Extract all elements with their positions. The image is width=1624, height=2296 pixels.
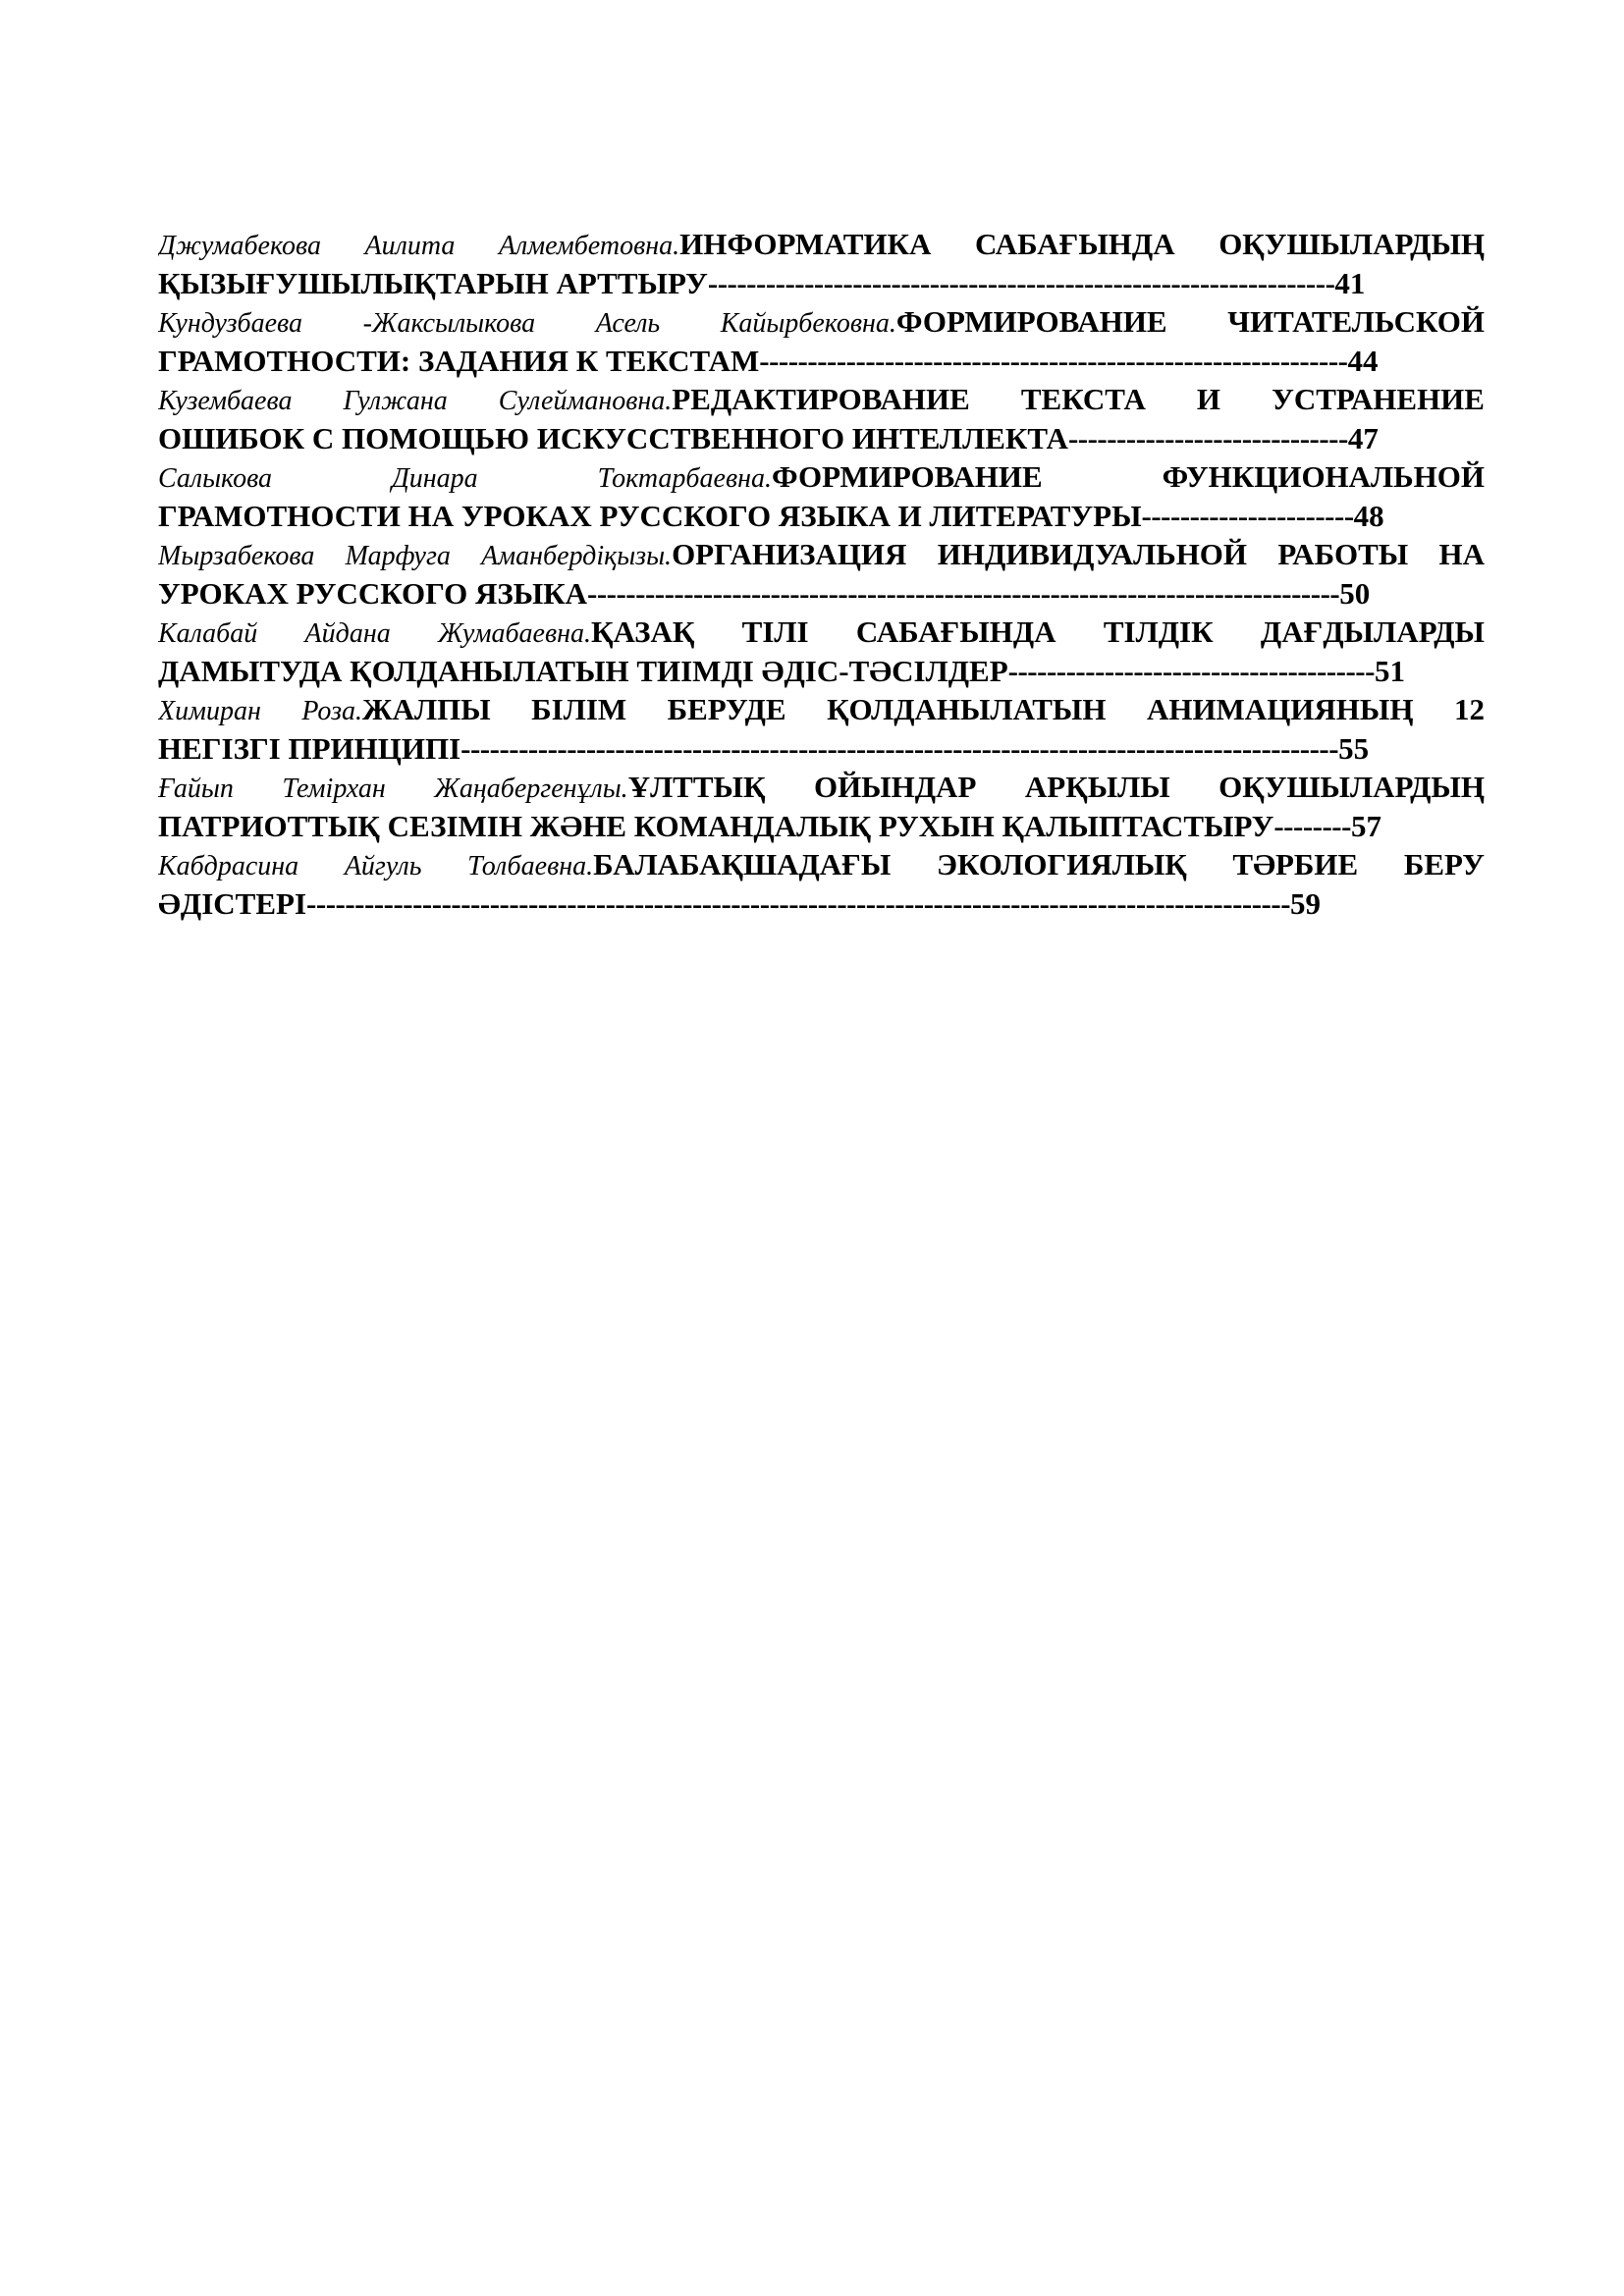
dot-leader: ------------------------------------------------------------------------------------------------------	[306, 886, 1291, 921]
article-title-word: ҚОЛДАНЫЛАТЫН	[827, 692, 1107, 726]
article-title-continuation: ГРАМОТНОСТИ НА УРОКАХ РУССКОГО ЯЗЫКА И ЛИТЕРАТУРЫ	[158, 499, 1142, 533]
article-title-word: САБАҒЫНДА	[855, 614, 1056, 649]
author-name-word: Жумабаевна.	[438, 618, 591, 649]
author-name-word: Калабай	[158, 618, 258, 649]
article-title-word: УСТРАНЕНИЕ	[1272, 382, 1485, 416]
article-title-word: ФОРМИРОВАНИЕ	[895, 304, 1167, 339]
toc-entry-second-line	[158, 729, 1485, 768]
article-title-word: ҰЛТТЫҚ	[627, 770, 766, 804]
toc-entry-first-line	[158, 302, 1485, 342]
author-name-word: Аилита	[364, 231, 456, 261]
table-of-contents	[158, 225, 1485, 923]
toc-entry-first-line	[158, 690, 1485, 729]
article-title-word: ТЕКСТА	[1020, 382, 1146, 416]
author-name-word: Динара	[391, 463, 478, 494]
article-title-word: ФОРМИРОВАНИЕ	[771, 459, 1043, 494]
toc-entry-first-line	[158, 225, 1485, 264]
article-title-word: ЖАЛПЫ	[362, 692, 491, 726]
dot-leader: -----------------------------------------------------------------	[707, 266, 1335, 300]
article-title-word: И	[1196, 382, 1221, 416]
dot-leader: -------------------------------------------------------------	[759, 344, 1348, 378]
author-name-word: Темірхан	[282, 774, 386, 804]
author-name-word: Толбаевна.	[467, 851, 594, 881]
toc-entry	[158, 302, 1485, 380]
dot-leader: --------	[1273, 809, 1351, 843]
author-name-word: Айгуль	[344, 851, 422, 881]
article-title-word: АРҚЫЛЫ	[1024, 770, 1170, 804]
toc-entry-first-line	[158, 380, 1485, 419]
toc-entry-first-line	[158, 845, 1485, 884]
article-title-word: ҚАЗАҚ	[591, 614, 695, 649]
article-title-word: ЧИТАТЕЛЬСКОЙ	[1227, 304, 1485, 339]
author-name-word: Кузембаева	[158, 386, 293, 416]
dot-leader: -----------------------------	[1067, 421, 1348, 455]
toc-entry	[158, 613, 1485, 690]
article-title-word: ТӘРБИЕ	[1232, 847, 1359, 881]
page-number: 51	[1374, 654, 1405, 688]
toc-entry-second-line	[158, 884, 1485, 923]
toc-entry	[158, 457, 1485, 535]
dot-leader: ------------------------------------------------------------------------------	[587, 576, 1340, 611]
page-number: 44	[1347, 344, 1379, 378]
article-title-continuation: УРОКАХ РУССКОГО ЯЗЫКА	[158, 576, 587, 611]
toc-entry	[158, 225, 1485, 302]
article-title-continuation: ОШИБОК С ПОМОЩЬЮ ИСКУССТВЕННОГО ИНТЕЛЛЕКТА	[158, 421, 1068, 455]
toc-entry-first-line	[158, 613, 1485, 652]
author-title-join	[467, 845, 891, 884]
toc-entry	[158, 845, 1485, 923]
article-title-continuation: ҚЫЗЫҒУШЫЛЫҚТАРЫН АРТТЫРУ	[158, 266, 708, 300]
article-title-word: ОҚУШЫЛАРДЫҢ	[1218, 227, 1485, 261]
page-number: 50	[1339, 576, 1371, 611]
page-number: 59	[1290, 886, 1322, 921]
dot-leader: --------------------------------------	[1007, 654, 1375, 688]
author-name-word: Марфуга	[345, 541, 451, 571]
article-title-word: ТІЛДІК	[1103, 614, 1214, 649]
author-name-word: Салыкова	[158, 463, 273, 494]
author-name-word: Жаңабергенұлы.	[434, 774, 628, 804]
toc-entry-first-line	[158, 457, 1485, 497]
author-name-word: Ғайып	[158, 774, 234, 804]
author-name-word: Роза.	[301, 696, 362, 726]
article-title-word: ИНДИВИДУАЛЬНОЙ	[937, 537, 1248, 571]
article-title-word: АНИМАЦИЯНЫҢ	[1146, 692, 1414, 726]
author-name-word: Кайырбековна.	[720, 308, 896, 339]
article-title-word: РЕДАКТИРОВАНИЕ	[672, 382, 970, 416]
article-title-continuation: НЕГІЗГІ ПРИНЦИПІ	[158, 731, 461, 766]
article-title-word: ТІЛІ	[741, 614, 809, 649]
author-name-word: Мырзабекова	[158, 541, 315, 571]
author-name-word: Гулжана	[343, 386, 448, 416]
author-name-word: Алмембетовна.	[498, 231, 680, 261]
author-title-join	[301, 690, 490, 729]
toc-entry	[158, 690, 1485, 768]
article-title-word: ИНФОРМАТИКА	[679, 227, 932, 261]
author-name-word: Химиран	[158, 696, 261, 726]
page-number: 57	[1350, 809, 1381, 843]
author-title-join	[434, 768, 765, 807]
page-number: 48	[1353, 499, 1384, 533]
author-name-word: Аманбердіқызы.	[481, 541, 673, 571]
article-title-word: ОҚУШЫЛАРДЫҢ	[1218, 770, 1485, 804]
dot-leader: -------------------------------------------------------------------------------------------	[460, 731, 1339, 766]
article-title-word: БЕРУ	[1403, 847, 1485, 881]
article-title-continuation: ДАМЫТУДА ҚОЛДАНЫЛАТЫН ТИІМДІ ӘДІС-ТӘСІЛДЕР	[158, 654, 1008, 688]
article-title-word: 12	[1453, 692, 1485, 726]
article-title-word: ОЙЫНДАР	[813, 770, 977, 804]
author-name-word: Айдана	[304, 618, 391, 649]
author-title-join	[598, 457, 1043, 497]
article-title-continuation: ӘДІСТЕРІ	[158, 886, 307, 921]
author-title-join	[481, 535, 906, 574]
article-title-word: ОРГАНИЗАЦИЯ	[672, 537, 907, 571]
toc-entry-second-line	[158, 574, 1485, 613]
toc-entry-second-line	[158, 807, 1485, 845]
toc-entry-second-line	[158, 419, 1485, 457]
author-name-word: -Жаксылыкова	[362, 308, 536, 339]
author-name-word: Джумабекова	[158, 231, 321, 261]
page-number: 41	[1334, 266, 1366, 300]
author-name-word: Токтарбаевна.	[597, 463, 772, 494]
toc-entry-second-line	[158, 264, 1485, 302]
page-number: 55	[1338, 731, 1370, 766]
author-title-join	[721, 302, 1167, 342]
article-title-word: САБАҒЫНДА	[974, 227, 1175, 261]
author-title-join	[499, 225, 931, 264]
author-title-join	[438, 613, 694, 652]
author-name-word: Сулейманoвна.	[498, 386, 673, 416]
author-name-word: Кабдрасина	[158, 851, 299, 881]
toc-entry-second-line	[158, 652, 1485, 690]
toc-entry	[158, 768, 1485, 845]
author-title-join	[499, 380, 970, 419]
article-title-word: БАЛАБАҚШАДАҒЫ	[593, 847, 892, 881]
toc-entry	[158, 535, 1485, 613]
article-title-word: БІЛІМ	[531, 692, 627, 726]
toc-entry	[158, 380, 1485, 457]
toc-entry-second-line	[158, 342, 1485, 380]
author-name-word: Кундузбаева	[158, 308, 302, 339]
article-title-word: ДАҒДЫЛАРДЫ	[1260, 614, 1485, 649]
dot-leader: ----------------------	[1141, 499, 1354, 533]
article-title-word: НА	[1438, 537, 1485, 571]
toc-entry-second-line	[158, 497, 1485, 535]
page-number: 47	[1347, 421, 1379, 455]
toc-entry-first-line	[158, 535, 1485, 574]
article-title-continuation: ГРАМОТНОСТИ: ЗАДАНИЯ К ТЕКСТАМ	[158, 344, 760, 378]
toc-entry-first-line	[158, 768, 1485, 807]
article-title-word: ФУНКЦИОНАЛЬНОЙ	[1162, 459, 1485, 494]
author-name-word: Асель	[595, 308, 661, 339]
article-title-continuation: ПАТРИОТТЫҚ СЕЗІМІН ЖӘНЕ КОМАНДАЛЫҚ РУХЫН ҚАЛЫПТАСТЫРУ	[158, 809, 1274, 843]
article-title-word: ЭКОЛОГИЯЛЫҚ	[936, 847, 1187, 881]
article-title-word: РАБОТЫ	[1277, 537, 1409, 571]
article-title-word: БЕРУДЕ	[667, 692, 786, 726]
